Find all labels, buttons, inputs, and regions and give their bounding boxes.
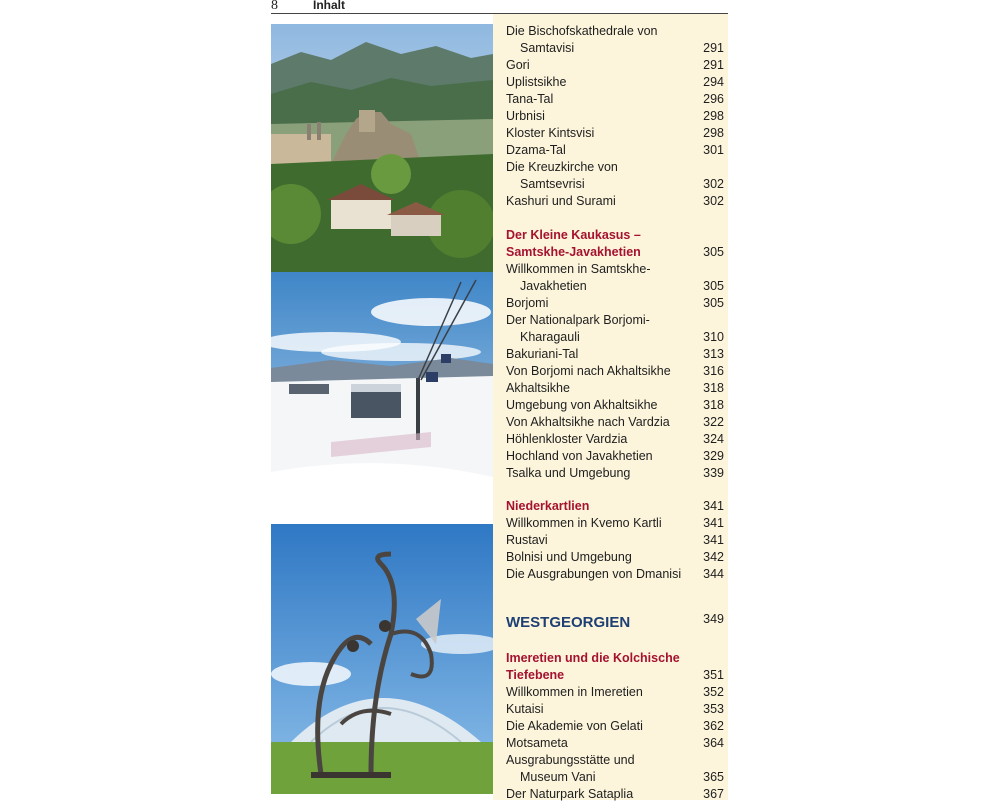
toc-entry-page: 302 [703, 194, 724, 208]
toc-entry-title: Willkommen in Kvemo Kartli [506, 516, 662, 530]
toc-entry[interactable] [506, 108, 724, 125]
toc-entry-title: Von Borjomi nach Akhaltsikhe [506, 364, 671, 378]
toc-entry[interactable] [506, 363, 724, 380]
toc-entry-page: 364 [703, 736, 724, 750]
toc-entry-title: Javakhetien [520, 279, 587, 293]
photo-gori-fortress [271, 24, 493, 272]
toc-entry-page: 298 [703, 109, 724, 123]
toc-entry-title: Von Akhaltsikhe nach Vardzia [506, 415, 670, 429]
toc-entry-title: Imeretien und die Kolchische [506, 651, 680, 665]
toc-entry[interactable] [506, 735, 724, 752]
toc-entry-page: 342 [703, 550, 724, 564]
toc-entry-page: 310 [703, 330, 724, 344]
toc-entry-page: 302 [703, 177, 724, 191]
toc-entry-page: 298 [703, 126, 724, 140]
toc-entry-page: 339 [703, 466, 724, 480]
toc-entry[interactable] [506, 566, 724, 583]
toc-entry-title: Kharagauli [520, 330, 580, 344]
toc-entry-title: Umgebung von Akhaltsikhe [506, 398, 658, 412]
toc-entry-page: 305 [703, 296, 724, 310]
toc-entry-title: Tsalka und Umgebung [506, 466, 631, 480]
toc-entry[interactable] [506, 718, 724, 735]
toc-entry-title: Urbnisi [506, 109, 545, 123]
toc-entry[interactable] [506, 295, 724, 312]
toc-entry-page: 305 [703, 279, 724, 293]
toc-entry-title: Höhlenkloster Vardzia [506, 432, 628, 446]
toc-entry[interactable] [506, 142, 724, 159]
toc-entry[interactable] [506, 261, 724, 278]
toc-entry[interactable] [506, 176, 724, 193]
toc-entry-page: 291 [703, 58, 724, 72]
toc-entry-page: 318 [703, 381, 724, 395]
toc-entry-title: Hochland von Javakhetien [506, 449, 653, 463]
toc-entry-page: 353 [703, 702, 724, 716]
toc-entry-page: 365 [703, 770, 724, 784]
toc-section-heading[interactable] [506, 650, 724, 667]
toc-entry-title: Willkommen in Imeretien [506, 685, 643, 699]
toc-entry-title: Die Akademie von Gelati [506, 719, 643, 733]
toc-entry-title: Tiefebene [506, 668, 565, 682]
toc-entry[interactable] [506, 329, 724, 346]
toc-entry-page: 349 [703, 612, 724, 626]
toc-entry-page: 313 [703, 347, 724, 361]
toc-entry-page: 341 [703, 533, 724, 547]
toc-entry-title: Ausgrabungsstätte und [506, 753, 635, 767]
toc-entry-page: 305 [703, 245, 724, 259]
toc-entry-title: Der Naturpark Sataplia [506, 787, 634, 801]
toc-entry[interactable] [506, 125, 724, 142]
page-header-title: Inhalt [313, 0, 345, 12]
toc-entry-title: Dzama-Tal [506, 143, 566, 157]
toc-entry-title: Samtsevrisi [520, 177, 585, 191]
toc-entry[interactable] [506, 786, 724, 803]
toc-entry[interactable] [506, 515, 724, 532]
toc-chapter[interactable] [506, 612, 724, 634]
toc-entry-page: 329 [703, 449, 724, 463]
toc-entry-page: 362 [703, 719, 724, 733]
toc-entry-page: 352 [703, 685, 724, 699]
toc-entry-page: 301 [703, 143, 724, 157]
toc-entry-page: 341 [703, 499, 724, 513]
toc-entry-title: Niederkartlien [506, 499, 590, 513]
toc-entry[interactable] [506, 193, 724, 210]
toc-entry[interactable] [506, 431, 724, 448]
toc-entry-title: Samtavisi [520, 41, 575, 55]
toc-entry-title: Gori [506, 58, 530, 72]
toc-entry[interactable] [506, 532, 724, 549]
toc-entry[interactable] [506, 312, 724, 329]
toc-entry[interactable] [506, 397, 724, 414]
toc-entry-title: Borjomi [506, 296, 549, 310]
toc-entry-page: 341 [703, 516, 724, 530]
toc-entry-title: WESTGEORGIEN [506, 614, 631, 631]
toc-entry-page: 316 [703, 364, 724, 378]
toc-entry-title: Kloster Kintsvisi [506, 126, 595, 140]
photo-batumi-sculpture [271, 524, 493, 794]
toc-entry[interactable] [506, 91, 724, 108]
toc-entry-page: 296 [703, 92, 724, 106]
toc-entry[interactable] [506, 74, 724, 91]
toc-entry-page: 344 [703, 567, 724, 581]
toc-entry[interactable] [506, 549, 724, 566]
toc-entry-title: Samtskhe-Javakhetien [506, 245, 641, 259]
toc-entry[interactable] [506, 701, 724, 718]
toc-entry-title: Kashuri und Surami [506, 194, 616, 208]
page-header [271, 0, 728, 14]
toc-entry[interactable] [506, 346, 724, 363]
toc-section-heading[interactable] [506, 667, 724, 684]
toc-entry-title: Willkommen in Samtskhe- [506, 262, 651, 276]
toc-entry-title: Museum Vani [520, 770, 596, 784]
toc-entry-title: Kutaisi [506, 702, 544, 716]
toc-entry-title: Die Ausgrabungen von Dmanisi [506, 567, 682, 581]
toc-entry-title: Uplistsikhe [506, 75, 567, 89]
toc-entry-title: Motsameta [506, 736, 568, 750]
toc-entry-page: 324 [703, 432, 724, 446]
toc-entry[interactable] [506, 380, 724, 397]
table-of-contents [493, 14, 728, 800]
toc-entry[interactable] [506, 57, 724, 74]
toc-entry-page: 294 [703, 75, 724, 89]
toc-section-heading[interactable] [506, 244, 724, 261]
toc-entry-title: Die Kreuzkirche von [506, 160, 618, 174]
toc-entry-page: 318 [703, 398, 724, 412]
toc-entry-title: Akhaltsikhe [506, 381, 570, 395]
toc-entry[interactable] [506, 40, 724, 57]
toc-entry[interactable] [506, 159, 724, 176]
toc-entry[interactable] [506, 448, 724, 465]
toc-entry[interactable] [506, 769, 724, 786]
toc-entry-title: Rustavi [506, 533, 548, 547]
toc-entry[interactable] [506, 278, 724, 295]
toc-entry-page: 367 [703, 787, 724, 801]
photo-bakuriani-ski-lift [271, 272, 493, 524]
toc-entry[interactable] [506, 465, 724, 482]
toc-entry[interactable] [506, 684, 724, 701]
toc-entry-title: Der Nationalpark Borjomi- [506, 313, 650, 327]
toc-section-heading[interactable] [506, 227, 724, 244]
page-number: 8 [271, 0, 278, 13]
toc-entry-page: 351 [703, 668, 724, 682]
toc-section-heading[interactable] [506, 498, 724, 515]
toc-entry[interactable] [506, 23, 724, 40]
toc-entry-title: Bakuriani-Tal [506, 347, 579, 361]
toc-entry-title: Bolnisi und Umgebung [506, 550, 632, 564]
photo-column [271, 24, 493, 794]
toc-entry-title: Der Kleine Kaukasus – [506, 228, 641, 242]
book-page [271, 0, 728, 800]
toc-entry-page: 291 [703, 41, 724, 55]
toc-entry-title: Tana-Tal [506, 92, 554, 106]
toc-entry-title: Die Bischofskathedrale von [506, 24, 658, 38]
toc-entry-page: 322 [703, 415, 724, 429]
toc-entry[interactable] [506, 414, 724, 431]
toc-entry[interactable] [506, 752, 724, 769]
